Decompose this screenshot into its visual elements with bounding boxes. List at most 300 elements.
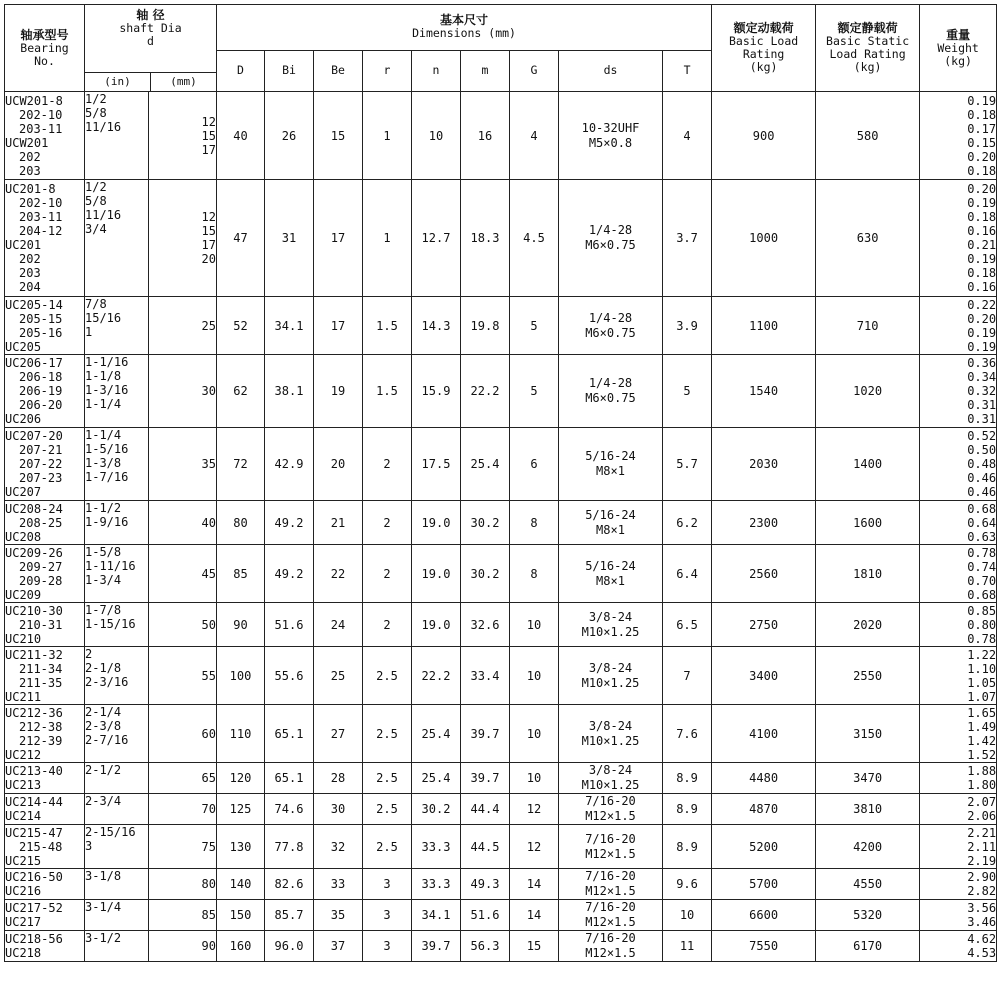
header-dimensions: 基本尺寸 Dimensions (mm) (217, 5, 712, 51)
dim-be: 22 (314, 545, 363, 603)
dim-r: 2 (363, 501, 412, 545)
shaft-inch-cell (85, 545, 149, 603)
dim-r: 2 (363, 545, 412, 603)
shaft-inch: 2-1/4 (85, 705, 122, 719)
static-load: 5320 (816, 900, 920, 931)
weight: 0.20 (967, 149, 997, 164)
ds-line: 3/8-24 (588, 660, 633, 675)
dim-bi: 31 (265, 180, 314, 297)
bearing-no: 207-22 (19, 457, 63, 471)
static-load: 1400 (816, 428, 920, 501)
weight: 0.48 (967, 457, 997, 471)
shaft-inch: 3-1/8 (85, 869, 122, 883)
dim-d: 125 (217, 794, 265, 825)
shaft-inch-cell (85, 180, 149, 297)
bearing-no: 209-28 (19, 573, 63, 588)
weight: 0.31 (967, 398, 997, 412)
ds-line: 3/8-24 (588, 763, 633, 777)
bearing-no: 206-20 (19, 398, 63, 412)
weight-cell (920, 297, 997, 355)
weight: 2.82 (967, 884, 997, 898)
bearing-no: 203 (19, 266, 41, 280)
bearing-no: UC206-17 (5, 356, 63, 370)
dim-be: 33 (314, 869, 363, 900)
shaft-inch: 7/8 (85, 297, 107, 311)
bearing-no: 207-23 (19, 471, 63, 485)
dim-n: 22.2 (412, 647, 461, 705)
weight: 0.17 (967, 121, 997, 136)
dim-g: 10 (510, 705, 559, 763)
header-shaft-dia: 轴 径 shaft Dia d (in) (mm) (85, 5, 217, 92)
static-load: 2020 (816, 603, 920, 647)
weight: 0.20 (967, 311, 997, 326)
dim-g: 14 (510, 869, 559, 900)
bearing-no: 206-19 (19, 384, 63, 398)
weight: 4.62 (967, 932, 997, 946)
dim-g: 8 (510, 501, 559, 545)
ds-line: M12×1.5 (585, 915, 636, 929)
dim-n: 14.3 (412, 297, 461, 355)
weight: 0.74 (967, 559, 997, 574)
bearing-no: UC201 (5, 238, 42, 252)
shaft-mm: 12 (201, 210, 216, 224)
table-row (5, 297, 997, 355)
dim-bi: 26 (265, 92, 314, 180)
bearing-no-cell (5, 900, 85, 931)
header-col-m: m (461, 50, 510, 91)
bearing-no: UC211-32 (5, 647, 63, 662)
shaft-mm: 60 (201, 726, 216, 741)
bearing-no-cell (5, 92, 85, 180)
bearing-no: UC205 (5, 339, 42, 354)
header-col-be: Be (314, 50, 363, 91)
bearing-no: UC208 (5, 529, 42, 544)
static-load: 1810 (816, 545, 920, 603)
bearing-no: 203 (19, 163, 41, 178)
dim-ds (559, 931, 663, 962)
shaft-inch-cell (85, 931, 149, 962)
bearing-no-cell (5, 794, 85, 825)
bearing-spec-table (4, 4, 997, 962)
shaft-inch: 1-15/16 (85, 617, 136, 631)
weight: 0.80 (967, 617, 997, 632)
shaft-inch: 2-1/8 (85, 661, 122, 675)
ds-line: 1/4-28 (588, 223, 633, 237)
dim-m: 49.3 (461, 869, 510, 900)
shaft-inch-cell (85, 763, 149, 794)
ds-line: M10×1.25 (581, 624, 640, 639)
dim-d: 80 (217, 501, 265, 545)
weight: 0.19 (967, 339, 997, 354)
static-load: 1600 (816, 501, 920, 545)
ds-line: M6×0.75 (585, 391, 636, 405)
ds-line: M12×1.5 (585, 884, 636, 898)
weight: 1.52 (967, 747, 997, 762)
table-row (5, 705, 997, 763)
static-load: 3470 (816, 763, 920, 794)
ds-line: M8×1 (596, 464, 625, 478)
header-col-g: G (510, 50, 559, 91)
bearing-no: UC209-26 (5, 545, 63, 560)
weight: 0.19 (967, 325, 997, 340)
dim-bi: 51.6 (265, 603, 314, 647)
dim-be: 24 (314, 603, 363, 647)
dim-m: 22.2 (461, 355, 510, 428)
weight: 0.20 (967, 182, 997, 196)
header-col-ds: ds (559, 50, 663, 91)
weight-cell (920, 545, 997, 603)
dim-g: 4 (510, 92, 559, 180)
dim-n: 25.4 (412, 763, 461, 794)
weight: 3.46 (967, 915, 997, 929)
dim-g: 10 (510, 647, 559, 705)
shaft-inch: 1-1/4 (85, 428, 122, 442)
dim-ds (559, 428, 663, 501)
shaft-mm: 80 (201, 877, 216, 891)
shaft-inch: 2-7/16 (85, 733, 129, 747)
bearing-no: UC216 (5, 884, 42, 898)
table-row (5, 794, 997, 825)
table-row (5, 180, 997, 297)
weight: 0.15 (967, 135, 997, 150)
dynamic-load: 4480 (712, 763, 816, 794)
shaft-mm: 30 (201, 384, 216, 398)
weight-cell (920, 501, 997, 545)
ds-line: 7/16-20 (585, 900, 636, 914)
shaft-mm: 12 (201, 114, 216, 129)
dim-m: 18.3 (461, 180, 510, 297)
weight: 0.68 (967, 587, 997, 602)
dim-bi: 65.1 (265, 705, 314, 763)
shaft-inch: 1-5/8 (85, 545, 122, 559)
shaft-mm-cell (149, 545, 217, 603)
bearing-no: 207-21 (19, 443, 63, 457)
shaft-mm: 90 (201, 939, 216, 953)
dim-t: 6.4 (663, 545, 712, 603)
dim-t: 5 (663, 355, 712, 428)
bearing-no: UC213-40 (5, 764, 63, 778)
dynamic-load: 7550 (712, 931, 816, 962)
shaft-mm: 25 (201, 318, 216, 333)
weight-cell (920, 428, 997, 501)
shaft-mm: 45 (201, 566, 216, 581)
shaft-inch: 1/2 (85, 92, 107, 106)
dim-r: 2.5 (363, 794, 412, 825)
bearing-no-cell (5, 180, 85, 297)
header-bearing-no: 轴承型号 Bearing No. (5, 5, 85, 92)
header-col-d: D (217, 50, 265, 91)
shaft-inch-cell (85, 647, 149, 705)
shaft-mm-cell (149, 92, 217, 180)
table-row (5, 869, 997, 900)
dim-t: 8.9 (663, 763, 712, 794)
shaft-inch: 1-3/4 (85, 573, 122, 587)
header-dynamic-load: 额定动载荷 Basic Load Rating (kg) (712, 5, 816, 92)
shaft-inch-cell (85, 794, 149, 825)
dim-g: 12 (510, 794, 559, 825)
table-row (5, 545, 997, 603)
dim-bi: 34.1 (265, 297, 314, 355)
dim-m: 30.2 (461, 545, 510, 603)
weight-cell (920, 705, 997, 763)
shaft-inch: 2-1/2 (85, 763, 122, 777)
ds-line: M8×1 (596, 522, 625, 537)
weight: 0.50 (967, 443, 997, 457)
dim-d: 120 (217, 763, 265, 794)
shaft-inch: 1-3/8 (85, 456, 122, 470)
dim-be: 32 (314, 825, 363, 869)
static-load: 4550 (816, 869, 920, 900)
dim-g: 5 (510, 297, 559, 355)
bearing-no-cell (5, 297, 85, 355)
ds-line: M6×0.75 (585, 325, 636, 340)
ds-line: M12×1.5 (585, 946, 636, 960)
shaft-inch: 5/8 (85, 106, 107, 120)
ds-line: 5/16-24 (585, 449, 636, 463)
header-col-bi: Bi (265, 50, 314, 91)
shaft-inch-cell (85, 501, 149, 545)
bearing-no: UC214-44 (5, 795, 63, 809)
table-row (5, 501, 997, 545)
weight: 2.21 (967, 825, 997, 840)
bearing-no: UC207 (5, 485, 42, 499)
dim-n: 34.1 (412, 900, 461, 931)
bearing-no: UC217-52 (5, 901, 63, 915)
bearing-no: UC210 (5, 631, 42, 646)
static-load: 6170 (816, 931, 920, 962)
shaft-mm: 17 (201, 142, 216, 157)
bearing-no: UC215 (5, 853, 42, 868)
unit-in: (in) (85, 73, 151, 91)
shaft-mm: 35 (201, 457, 216, 471)
shaft-mm-cell (149, 869, 217, 900)
bearing-no: 211-35 (19, 675, 63, 690)
bearing-no: UCW201-8 (5, 93, 63, 108)
ds-line: M12×1.5 (585, 809, 636, 823)
weight: 1.22 (967, 647, 997, 662)
weight: 0.18 (967, 210, 997, 224)
shaft-inch-cell (85, 705, 149, 763)
dim-ds (559, 603, 663, 647)
weight: 1.80 (967, 778, 997, 792)
bearing-no: 202-10 (19, 196, 63, 210)
unit-mm: (mm) (170, 75, 197, 88)
weight: 0.78 (967, 631, 997, 646)
weight: 0.18 (967, 266, 997, 280)
shaft-inch: 1 (85, 325, 93, 339)
dim-be: 37 (314, 931, 363, 962)
dim-m: 39.7 (461, 763, 510, 794)
shaft-mm: 85 (201, 908, 216, 922)
dim-r: 2.5 (363, 647, 412, 705)
bearing-no: 205-15 (19, 311, 63, 326)
dim-d: 90 (217, 603, 265, 647)
weight-cell (920, 355, 997, 428)
weight: 0.52 (967, 429, 997, 443)
bearing-no-cell (5, 603, 85, 647)
dim-r: 1.5 (363, 297, 412, 355)
weight: 2.06 (967, 809, 997, 823)
dynamic-load: 2750 (712, 603, 816, 647)
dim-t: 7.6 (663, 705, 712, 763)
weight: 1.42 (967, 733, 997, 748)
bearing-no: UC210-30 (5, 603, 63, 618)
shaft-mm-cell (149, 900, 217, 931)
dim-bi: 49.2 (265, 545, 314, 603)
dim-m: 16 (461, 92, 510, 180)
dynamic-load: 2300 (712, 501, 816, 545)
weight-cell (920, 869, 997, 900)
dim-t: 3.7 (663, 180, 712, 297)
bearing-no: UC218-56 (5, 932, 63, 946)
dim-be: 28 (314, 763, 363, 794)
dynamic-load: 900 (712, 92, 816, 180)
dim-bi: 85.7 (265, 900, 314, 931)
weight: 1.07 (967, 689, 997, 704)
shaft-units (85, 72, 216, 91)
weight: 0.64 (967, 515, 997, 530)
dim-r: 2 (363, 603, 412, 647)
shaft-inch: 1-5/16 (85, 442, 129, 456)
bearing-no: 206-18 (19, 370, 63, 384)
shaft-inch: 3-1/4 (85, 900, 122, 914)
shaft-mm: 17 (201, 238, 216, 252)
table-row (5, 763, 997, 794)
dim-r: 1 (363, 92, 412, 180)
table-row (5, 900, 997, 931)
dim-be: 27 (314, 705, 363, 763)
weight: 0.31 (967, 412, 997, 426)
dim-r: 1 (363, 180, 412, 297)
dim-ds (559, 705, 663, 763)
shaft-inch: 1/2 (85, 180, 107, 194)
ds-line: M10×1.25 (581, 675, 640, 690)
ds-line: M8×1 (596, 573, 625, 588)
bearing-no: UC208-24 (5, 501, 63, 516)
weight-cell (920, 794, 997, 825)
ds-line: 1/4-28 (588, 310, 633, 325)
weight: 2.19 (967, 853, 997, 868)
bearing-no: 205-16 (19, 325, 63, 340)
ds-line: M12×1.5 (585, 846, 636, 861)
static-load: 710 (816, 297, 920, 355)
dim-n: 33.3 (412, 825, 461, 869)
shaft-inch-cell (85, 603, 149, 647)
dim-be: 35 (314, 900, 363, 931)
dim-ds (559, 501, 663, 545)
ds-line: 7/16-20 (585, 831, 636, 846)
dim-n: 12.7 (412, 180, 461, 297)
weight: 0.19 (967, 252, 997, 266)
weight: 2.11 (967, 839, 997, 854)
shaft-mm-cell (149, 794, 217, 825)
table-row (5, 355, 997, 428)
shaft-inch: 1-1/2 (85, 501, 122, 515)
bearing-no: UC217 (5, 915, 42, 929)
weight: 0.36 (967, 356, 997, 370)
bearing-no: 212-38 (19, 719, 63, 734)
dim-g: 6 (510, 428, 559, 501)
shaft-inch: 1-11/16 (85, 559, 136, 573)
dim-n: 15.9 (412, 355, 461, 428)
shaft-inch: 2-15/16 (85, 825, 136, 839)
dim-r: 1.5 (363, 355, 412, 428)
weight: 0.46 (967, 485, 997, 499)
dim-d: 110 (217, 705, 265, 763)
dim-bi: 82.6 (265, 869, 314, 900)
dim-n: 19.0 (412, 501, 461, 545)
dim-r: 2.5 (363, 763, 412, 794)
dim-t: 11 (663, 931, 712, 962)
shaft-mm: 50 (201, 617, 216, 632)
weight-cell (920, 647, 997, 705)
table-row (5, 825, 997, 869)
dim-bi: 77.8 (265, 825, 314, 869)
dim-t: 7 (663, 647, 712, 705)
bearing-no-cell (5, 545, 85, 603)
shaft-mm-cell (149, 180, 217, 297)
bearing-no: UC212 (5, 747, 42, 762)
dim-ds (559, 92, 663, 180)
dim-ds (559, 869, 663, 900)
shaft-inch: 3 (85, 839, 93, 853)
bearing-no-cell (5, 355, 85, 428)
weight: 1.65 (967, 705, 997, 720)
static-load: 580 (816, 92, 920, 180)
weight: 0.18 (967, 163, 997, 178)
dynamic-load: 2560 (712, 545, 816, 603)
weight: 0.21 (967, 238, 997, 252)
dynamic-load: 4100 (712, 705, 816, 763)
dim-m: 30.2 (461, 501, 510, 545)
shaft-inch: 1-1/4 (85, 397, 122, 411)
dim-r: 2.5 (363, 705, 412, 763)
weight-cell (920, 763, 997, 794)
weight-cell (920, 603, 997, 647)
dim-m: 19.8 (461, 297, 510, 355)
bearing-no-cell (5, 501, 85, 545)
shaft-inch: 1-7/16 (85, 470, 129, 484)
static-load: 3810 (816, 794, 920, 825)
bearing-no: 204 (19, 280, 41, 294)
dim-bi: 49.2 (265, 501, 314, 545)
dynamic-load: 4870 (712, 794, 816, 825)
dim-m: 44.5 (461, 825, 510, 869)
shaft-inch-cell (85, 355, 149, 428)
shaft-mm: 15 (201, 128, 216, 143)
ds-line: 5/16-24 (585, 558, 636, 573)
weight: 0.22 (967, 297, 997, 312)
shaft-mm-cell (149, 931, 217, 962)
ds-line: 7/16-20 (585, 931, 636, 945)
bearing-no: UC205-14 (5, 297, 63, 312)
dim-ds (559, 794, 663, 825)
dim-n: 17.5 (412, 428, 461, 501)
dim-g: 8 (510, 545, 559, 603)
dim-be: 25 (314, 647, 363, 705)
shaft-inch-cell (85, 297, 149, 355)
bearing-no: 210-31 (19, 617, 63, 632)
dim-d: 62 (217, 355, 265, 428)
dim-r: 3 (363, 900, 412, 931)
shaft-inch: 15/16 (85, 311, 122, 325)
dim-r: 2.5 (363, 825, 412, 869)
dim-m: 51.6 (461, 900, 510, 931)
weight: 0.68 (967, 501, 997, 516)
dim-d: 47 (217, 180, 265, 297)
shaft-inch-cell (85, 825, 149, 869)
weight-cell (920, 825, 997, 869)
